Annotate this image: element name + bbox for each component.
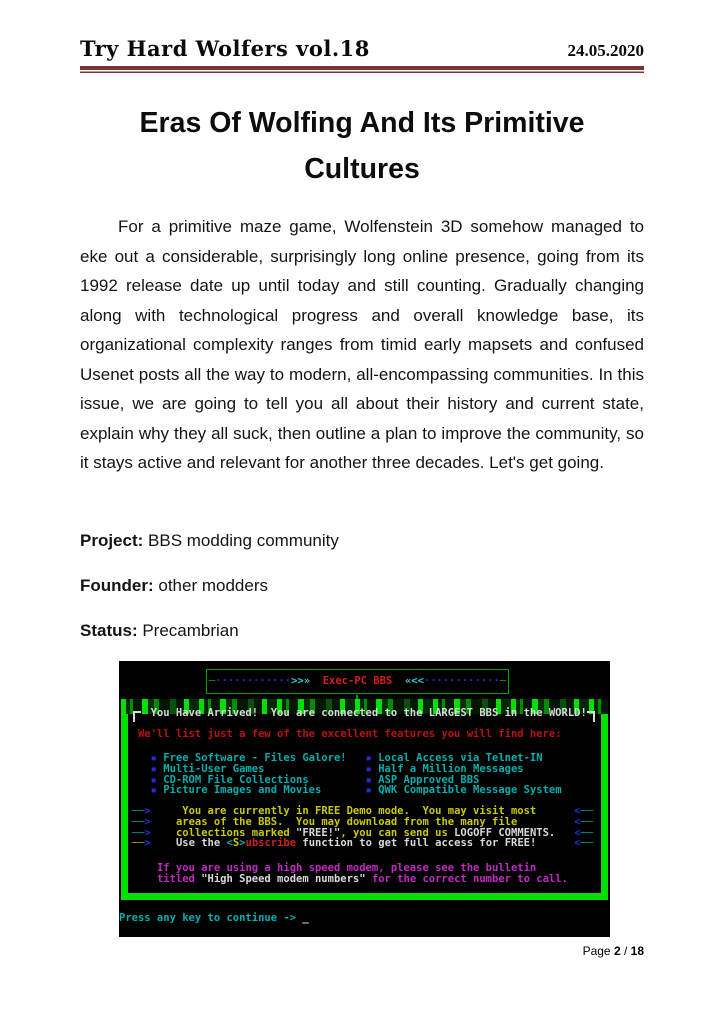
terminal-text-segment: QWK Compatible Message System [378,784,562,797]
terminal-features-list [119,753,562,796]
terminal-text-segment: ▪ [365,752,372,764]
terminal-text-segment [119,728,138,740]
terminal-text-segment: < [574,815,581,828]
field-value: other modders [153,576,268,595]
terminal-text-segment: If you are using a high speed modem, please see the bulletin [156,862,537,874]
terminal-text-segment: ············ [423,675,500,688]
project-fields [80,531,339,666]
terminal-line [119,874,568,885]
terminal-text-segment [536,837,574,849]
article-title: Eras Of Wolfing And Its Primitive Cultures [139,107,585,185]
terminal-text-segment: Local Access via Telnet-IN [378,752,543,764]
field-value: BBS modding community [143,531,339,550]
terminal-text-segment: ── [580,837,594,850]
terminal-border-right [601,714,608,900]
terminal-text-segment [151,837,176,849]
terminal-text-segment: > [144,826,151,839]
newsletter-masthead: Try Hard Wolfers vol.18 [80,36,370,61]
terminal-line [119,838,593,849]
page-number-label: Page [582,944,614,958]
terminal-line [119,729,562,740]
terminal-text-segment: You Have Arrived! You are connected to the LARGEST BBS in the WORLD! [119,707,587,719]
terminal-text-segment: Use the [175,837,227,850]
lead-paragraph: For a primitive maze game, Wolfenstein 3D somehow managed to eke out a considerable, surprisingly long online presence, going from its 1992 release date up until today and still counting. Gradually changing along with technological progress and overall knowledge base, its organizational complexity ranges from timid early mapsets and confused Usenet posts all the way to modern, all-encompassing communities. In this issue, we are going to tell you all about their history and current state, explain why they all suck, then outline a plan to improve the community, so it stays active and relevant for another three decades. Let's get going. [80,217,644,472]
field-status [80,621,339,641]
terminal-text-segment: ── [580,805,594,817]
terminal-text-segment: Press any key to continue -> [119,912,303,924]
terminal-text-segment [310,675,323,687]
terminal-text-segment: Exec-PC BBS [322,675,393,688]
terminal-text-segment: ▪ [365,762,372,775]
terminal-text-segment: ── [131,815,145,828]
terminal-text-segment: collections marked [175,826,297,839]
terminal-arrival-line [119,708,587,719]
terminal-text-segment: < [226,837,233,850]
page-number [583,944,644,958]
terminal-line [119,708,587,719]
terminal-text-segment: ASP Approved BBS [378,773,480,786]
terminal-text-segment: ▪ [150,752,157,764]
terminal-text-segment: ── [131,826,145,839]
terminal-text-segment: < [574,805,581,817]
terminal-demo-notice [119,806,593,849]
field-value: Precambrian [137,621,239,640]
terminal-text-segment [321,784,365,796]
terminal-text-segment [119,837,132,849]
terminal-text-segment: Multi-User Games [163,762,265,775]
terminal-line [119,785,562,796]
terminal-text-segment: ▪ [150,773,157,786]
terminal-text-segment: function to get full access for FREE! [296,837,537,850]
terminal-text-segment: CD-ROM File Collections [163,773,309,786]
terminal-line [209,676,506,687]
terminal-text-segment: < [574,826,581,839]
terminal-text-segment: Half a Million Messages [378,762,524,775]
bbs-screenshot [119,661,610,937]
terminal-text-segment: Free Software - Files Galore! [163,752,347,764]
field-label: Project: [80,531,144,550]
page-number-current: 2 [613,944,621,958]
terminal-text-segment: for the correct number to call. [365,872,568,885]
terminal-border-bottom [121,893,608,900]
terminal-text-segment: > [144,805,151,817]
terminal-text-segment: ▪ [150,762,157,775]
terminal-text-segment: > [144,815,151,828]
terminal-text-segment: ▪ [365,784,372,797]
terminal-text-segment: > [144,837,151,850]
issue-date: 24.05.2020 [567,41,644,60]
terminal-text-segment: You are currently in FREE Demo mode. You may visit most [182,805,537,817]
terminal-features-heading [119,729,562,740]
terminal-text-segment: We'll list just a few of the excellent features you will find here: [137,728,562,740]
terminal-text-segment: ─ [208,675,216,688]
terminal-text-segment: > [239,837,246,850]
terminal-text-segment: titled [156,872,202,885]
terminal-text-segment: Picture Images and Movies [163,784,322,797]
terminal-text-segment: ············ [215,675,292,688]
terminal-text-segment [119,784,151,796]
terminal-text-segment: LOGOFF COMMENTS. [454,826,556,839]
field-project [80,531,339,551]
terminal-text-segment [392,675,405,687]
terminal-title-box [206,669,509,694]
page-header [80,36,644,61]
header-rule [80,66,644,73]
terminal-text-segment: < [574,837,581,850]
terminal-text-segment: ── [131,837,145,850]
page-number-separator: / [620,944,631,958]
field-label: Status: [80,621,138,640]
field-founder [80,576,339,596]
terminal-text-segment: S [232,837,240,850]
terminal-text-segment: "FREE!" [296,826,341,839]
terminal-text-segment: ─ [499,675,507,688]
terminal-text-segment: ▪ [365,773,372,786]
terminal-text-segment: ── [580,826,594,839]
terminal-text-segment: ── [580,815,594,828]
terminal-text-segment: «<< [404,675,424,688]
page-number-total: 18 [630,944,644,958]
field-label: Founder: [80,576,154,595]
terminal-corner-right [587,711,595,722]
terminal-text-segment: ubscribe [245,837,297,850]
terminal-text-segment: , you can send us [340,826,455,839]
terminal-text-segment: ── [131,805,145,817]
terminal-text-segment: >>» [291,675,311,688]
terminal-modem-notice [119,863,568,885]
terminal-line [119,913,309,924]
terminal-text-segment: _ [302,912,309,924]
terminal-text-segment: "High Speed modem numbers" [201,872,366,885]
terminal-text-segment: areas of the BBS. You may download from the many file [175,815,518,828]
terminal-text-segment [119,873,157,885]
terminal-text-segment: ▪ [150,784,157,797]
terminal-key-prompt [119,913,309,924]
